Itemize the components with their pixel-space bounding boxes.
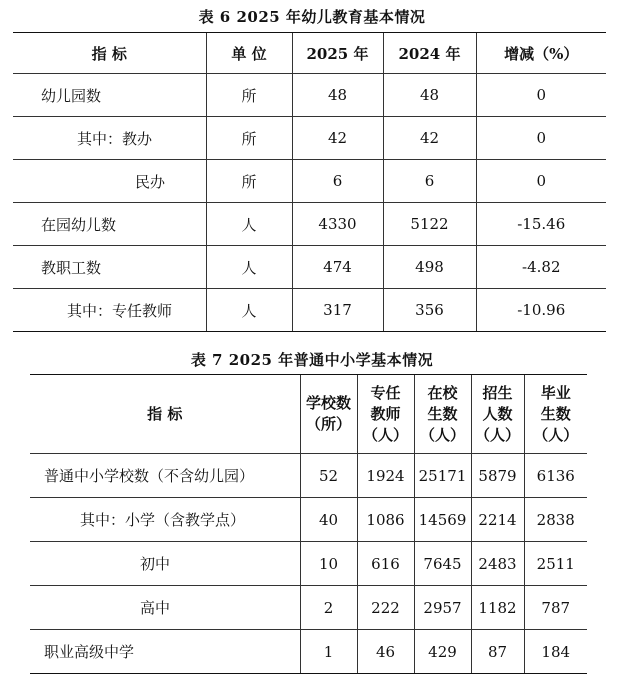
row-name: 普通中小学校数（不含幼儿园）	[30, 454, 300, 498]
row-name: 其中：专任教师	[13, 289, 206, 332]
row-graduates: 6136	[524, 454, 587, 498]
row-graduates: 787	[524, 586, 587, 630]
table7-caption: 表 7 2025 年普通中小学基本情况	[190, 351, 434, 369]
header-line: 毕业	[540, 383, 571, 402]
header-2025: 2025 年	[292, 33, 383, 74]
row-graduates: 2511	[524, 542, 587, 586]
header-schools	[300, 375, 357, 454]
header-line: 人数	[482, 404, 513, 423]
row-value-2024: 48	[383, 74, 476, 117]
table-row	[13, 246, 606, 289]
header-change: 增减（%）	[476, 33, 606, 74]
table-row	[30, 498, 587, 542]
header-unit: 单 位	[206, 33, 292, 74]
row-unit: 人	[206, 246, 292, 289]
header-line: （所）	[305, 415, 351, 433]
header-line: （人）	[533, 425, 579, 444]
row-students: 2957	[414, 586, 471, 630]
table6-header-row	[13, 33, 606, 74]
row-enrolled: 5879	[471, 454, 524, 498]
row-enrolled: 87	[471, 630, 524, 674]
row-teachers: 1086	[357, 498, 414, 542]
header-line: （人）	[474, 425, 520, 444]
row-schools: 40	[300, 498, 357, 542]
table-row	[13, 289, 606, 332]
header-line: 学校数	[305, 394, 351, 412]
row-value-2024: 356	[383, 289, 476, 332]
row-change: -4.82	[476, 246, 606, 289]
row-value-2025: 317	[292, 289, 383, 332]
row-unit: 所	[206, 74, 292, 117]
table-row	[13, 203, 606, 246]
row-value-2025: 4330	[292, 203, 383, 246]
table6-caption: 表 6 2025 年幼儿教育基本情况	[198, 8, 426, 26]
row-change: 0	[476, 160, 606, 203]
row-unit: 人	[206, 289, 292, 332]
row-value-2024: 42	[383, 117, 476, 160]
row-students: 7645	[414, 542, 471, 586]
row-name: 幼儿园数	[13, 74, 206, 117]
row-name: 教职工数	[13, 246, 206, 289]
header-line: （人）	[419, 425, 465, 444]
header-enrolled	[471, 375, 524, 454]
table-row	[30, 454, 587, 498]
header-line: （人）	[362, 425, 408, 444]
header-graduates	[524, 375, 587, 454]
header-line: 生数	[540, 404, 571, 423]
row-teachers: 1924	[357, 454, 414, 498]
row-schools: 10	[300, 542, 357, 586]
row-unit: 所	[206, 160, 292, 203]
table-row	[13, 160, 606, 203]
row-name: 职业高级中学	[30, 630, 300, 674]
row-change: 0	[476, 74, 606, 117]
row-schools: 52	[300, 454, 357, 498]
row-value-2024: 498	[383, 246, 476, 289]
row-change: 0	[476, 117, 606, 160]
row-change: -15.46	[476, 203, 606, 246]
header-students	[414, 375, 471, 454]
row-students: 429	[414, 630, 471, 674]
row-graduates: 184	[524, 630, 587, 674]
row-teachers: 616	[357, 542, 414, 586]
row-students: 25171	[414, 454, 471, 498]
row-enrolled: 2483	[471, 542, 524, 586]
row-teachers: 222	[357, 586, 414, 630]
header-indicator: 指 标	[30, 375, 300, 454]
header-line: 招生	[482, 383, 513, 402]
row-students: 14569	[414, 498, 471, 542]
header-2024: 2024 年	[383, 33, 476, 74]
row-schools: 2	[300, 586, 357, 630]
row-name: 初中	[30, 542, 300, 586]
row-value-2025: 474	[292, 246, 383, 289]
row-name: 高中	[30, 586, 300, 630]
table7-header-row	[30, 375, 587, 454]
header-line: 教师	[370, 404, 401, 423]
table-row	[30, 586, 587, 630]
header-line: 在校	[427, 383, 458, 402]
table6-kindergarten	[13, 32, 606, 332]
row-enrolled: 2214	[471, 498, 524, 542]
header-indicator: 指 标	[13, 33, 206, 74]
table7-schools	[30, 374, 587, 674]
row-unit: 人	[206, 203, 292, 246]
row-graduates: 2838	[524, 498, 587, 542]
table-row	[13, 117, 606, 160]
header-line: 专任	[370, 383, 401, 402]
row-value-2024: 6	[383, 160, 476, 203]
row-value-2024: 5122	[383, 203, 476, 246]
header-teachers	[357, 375, 414, 454]
row-value-2025: 42	[292, 117, 383, 160]
row-unit: 所	[206, 117, 292, 160]
row-enrolled: 1182	[471, 586, 524, 630]
row-name: 其中：教办	[13, 117, 206, 160]
row-value-2025: 6	[292, 160, 383, 203]
header-line: 生数	[427, 404, 458, 423]
table-row	[30, 630, 587, 674]
row-schools: 1	[300, 630, 357, 674]
table-row	[30, 542, 587, 586]
row-name: 民办	[13, 160, 206, 203]
row-teachers: 46	[357, 630, 414, 674]
row-change: -10.96	[476, 289, 606, 332]
row-name: 在园幼儿数	[13, 203, 206, 246]
row-name: 其中：小学（含教学点）	[30, 498, 300, 542]
table-row	[13, 74, 606, 117]
row-value-2025: 48	[292, 74, 383, 117]
